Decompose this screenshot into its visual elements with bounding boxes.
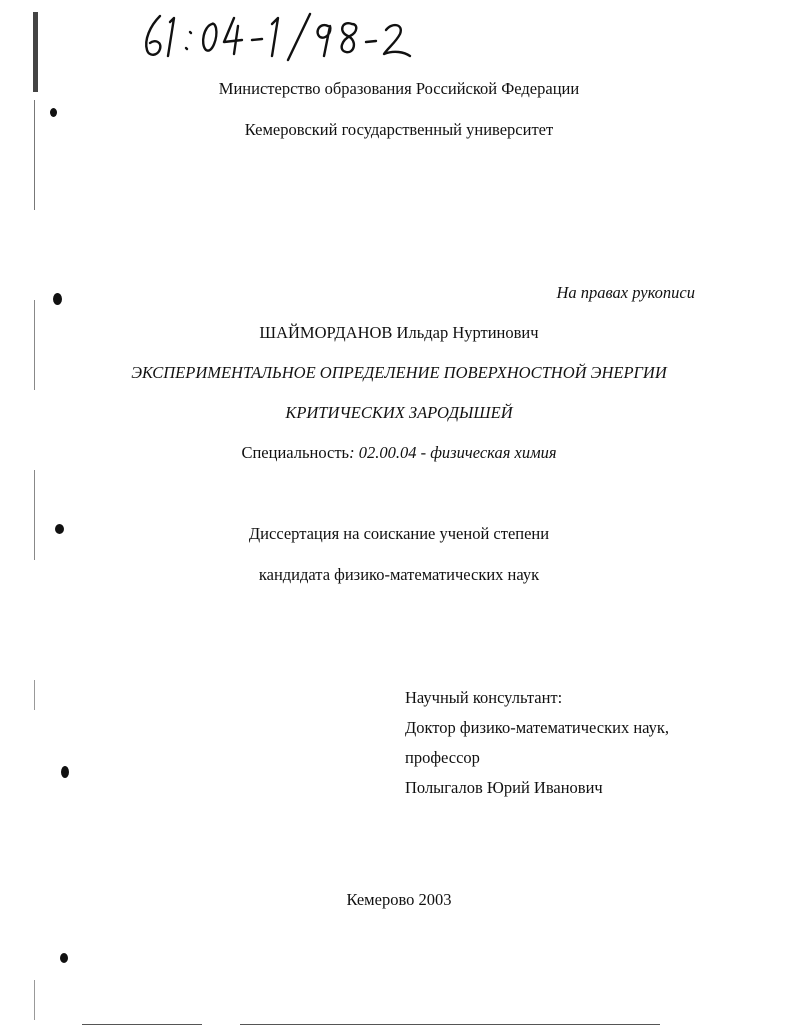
scan-edge-artifact bbox=[34, 680, 35, 710]
author-name: ШАЙМОРДАНОВ Ильдар Нуртинович bbox=[259, 323, 539, 342]
specialty bbox=[0, 443, 798, 463]
advisor-rank: профессор bbox=[405, 748, 480, 767]
scan-bottom-line bbox=[240, 1024, 660, 1025]
specialty-label: Специальность bbox=[241, 443, 350, 462]
scan-bottom-line bbox=[82, 1024, 202, 1025]
dissertation-line-1: Диссертация на соискание ученой степени bbox=[248, 524, 550, 543]
advisor-name: Полыгалов Юрий Иванович bbox=[405, 778, 603, 797]
handwritten-catalog-number bbox=[138, 10, 428, 62]
hole-punch-mark bbox=[50, 108, 57, 117]
advisor-degree: Доктор физико-математических наук, bbox=[405, 718, 670, 737]
scan-edge-artifact bbox=[34, 100, 35, 210]
hole-punch-mark bbox=[60, 953, 68, 963]
manuscript-note: На правах рукописи bbox=[556, 283, 695, 302]
university-name: Кемеровский государственный университет bbox=[244, 120, 554, 139]
dissertation-line-2: кандидата физико-математических наук bbox=[258, 565, 540, 584]
ministry-name: Министерство образования Российской Федерации bbox=[218, 79, 580, 98]
hole-punch-mark bbox=[61, 766, 69, 778]
thesis-title-line-1: ЭКСПЕРИМЕНТАЛЬНОЕ ОПРЕДЕЛЕНИЕ ПОВЕРХНОСТНОЙ ЭНЕРГИИ bbox=[131, 363, 667, 382]
scan-edge-artifact bbox=[34, 980, 35, 1020]
advisor-heading: Научный консультант: bbox=[405, 688, 563, 707]
specialty-value: : 02.00.04 - физическая химия bbox=[349, 443, 557, 462]
city-year: Кемерово 2003 bbox=[346, 890, 452, 909]
thesis-title-line-2: КРИТИЧЕСКИХ ЗАРОДЫШЕЙ bbox=[285, 403, 513, 422]
hole-punch-mark bbox=[53, 293, 62, 305]
scan-edge-artifact bbox=[34, 470, 35, 560]
